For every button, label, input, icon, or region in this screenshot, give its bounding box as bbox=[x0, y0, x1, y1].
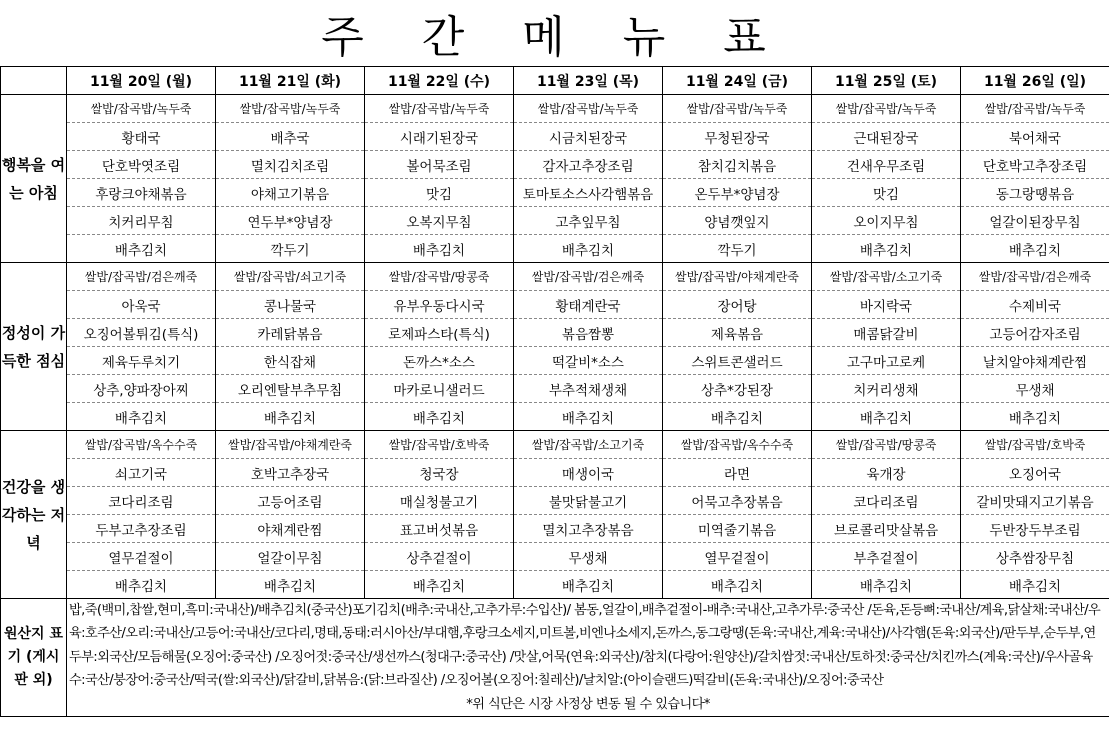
menu-item-breakfast-wed: 맛김 bbox=[365, 179, 514, 207]
menu-item-dinner-wed: 배추김치 bbox=[365, 571, 514, 599]
menu-item-breakfast-thu: 고추잎무침 bbox=[514, 207, 663, 235]
menu-item-dinner-sun: 배추김치 bbox=[961, 571, 1109, 599]
menu-item-lunch-wed: 마카로니샐러드 bbox=[365, 375, 514, 403]
menu-item-dinner-sat: 육개장 bbox=[812, 459, 961, 487]
menu-item-breakfast-mon: 황태국 bbox=[67, 123, 216, 151]
menu-item-breakfast-sat: 쌀밥/잡곡밥/녹두죽 bbox=[812, 95, 961, 123]
menu-item-lunch-sun: 날치알야채계란찜 bbox=[961, 347, 1109, 375]
menu-item-breakfast-tue: 쌀밥/잡곡밥/녹두죽 bbox=[216, 95, 365, 123]
menu-item-dinner-sat: 코다리조림 bbox=[812, 487, 961, 515]
menu-item-lunch-wed: 로제파스타(특식) bbox=[365, 319, 514, 347]
menu-item-breakfast-mon: 후랑크야채볶음 bbox=[67, 179, 216, 207]
menu-item-dinner-mon: 쌀밥/잡곡밥/옥수수죽 bbox=[67, 431, 216, 459]
menu-item-breakfast-sat: 근대된장국 bbox=[812, 123, 961, 151]
menu-item-lunch-wed: 쌀밥/잡곡밥/땅콩죽 bbox=[365, 263, 514, 291]
menu-row-lunch-6 bbox=[1, 403, 1109, 431]
menu-row-lunch-4 bbox=[1, 347, 1109, 375]
menu-row-dinner-3 bbox=[1, 487, 1109, 515]
menu-item-dinner-sun: 오징어국 bbox=[961, 459, 1109, 487]
menu-item-dinner-tue: 고등어조림 bbox=[216, 487, 365, 515]
origin-row bbox=[1, 599, 1109, 717]
menu-item-dinner-fri: 열무겉절이 bbox=[663, 543, 812, 571]
menu-item-dinner-wed: 표고버섯볶음 bbox=[365, 515, 514, 543]
day-header-sun: 11월 26일 (일) bbox=[961, 67, 1109, 95]
menu-item-lunch-fri: 상추*강된장 bbox=[663, 375, 812, 403]
menu-item-breakfast-fri: 양념깻잎지 bbox=[663, 207, 812, 235]
menu-item-lunch-mon: 쌀밥/잡곡밥/검은깨죽 bbox=[67, 263, 216, 291]
menu-item-breakfast-fri: 무청된장국 bbox=[663, 123, 812, 151]
menu-item-lunch-sun: 쌀밥/잡곡밥/검은깨죽 bbox=[961, 263, 1109, 291]
menu-row-lunch-5 bbox=[1, 375, 1109, 403]
menu-item-lunch-sat: 바지락국 bbox=[812, 291, 961, 319]
menu-row-dinner-5 bbox=[1, 543, 1109, 571]
menu-item-lunch-fri: 장어탕 bbox=[663, 291, 812, 319]
origin-label: 원산지 표기 (게시판 외) bbox=[1, 599, 67, 717]
menu-item-lunch-sat: 매콤닭갈비 bbox=[812, 319, 961, 347]
menu-row-lunch-1 bbox=[1, 263, 1109, 291]
menu-item-dinner-sun: 두반장두부조림 bbox=[961, 515, 1109, 543]
menu-item-dinner-mon: 두부고추장조림 bbox=[67, 515, 216, 543]
menu-item-breakfast-sun: 동그랑땡볶음 bbox=[961, 179, 1109, 207]
menu-row-breakfast-4 bbox=[1, 179, 1109, 207]
menu-item-dinner-sat: 브로콜리맛살볶음 bbox=[812, 515, 961, 543]
menu-item-breakfast-fri: 깍두기 bbox=[663, 235, 812, 263]
menu-item-lunch-tue: 쌀밥/잡곡밥/쇠고기죽 bbox=[216, 263, 365, 291]
menu-item-breakfast-wed: 쌀밥/잡곡밥/녹두죽 bbox=[365, 95, 514, 123]
menu-item-breakfast-sun: 배추김치 bbox=[961, 235, 1109, 263]
menu-item-breakfast-thu: 감자고추장조림 bbox=[514, 151, 663, 179]
menu-item-breakfast-sun: 단호박고추장조림 bbox=[961, 151, 1109, 179]
origin-info bbox=[67, 599, 1109, 717]
menu-item-lunch-thu: 떡갈비*소스 bbox=[514, 347, 663, 375]
menu-row-dinner-4 bbox=[1, 515, 1109, 543]
menu-item-breakfast-sun: 쌀밥/잡곡밥/녹두죽 bbox=[961, 95, 1109, 123]
menu-item-lunch-sun: 배추김치 bbox=[961, 403, 1109, 431]
menu-item-lunch-thu: 배추김치 bbox=[514, 403, 663, 431]
menu-item-lunch-fri: 배추김치 bbox=[663, 403, 812, 431]
menu-row-dinner-6 bbox=[1, 571, 1109, 599]
menu-item-dinner-thu: 불맛닭불고기 bbox=[514, 487, 663, 515]
corner-cell bbox=[1, 67, 67, 95]
menu-item-breakfast-tue: 야채고기볶음 bbox=[216, 179, 365, 207]
menu-item-lunch-wed: 유부우동다시국 bbox=[365, 291, 514, 319]
menu-item-dinner-sat: 부추겉절이 bbox=[812, 543, 961, 571]
menu-item-lunch-thu: 부추적채생채 bbox=[514, 375, 663, 403]
menu-item-lunch-wed: 배추김치 bbox=[365, 403, 514, 431]
day-header-mon: 11월 20일 (월) bbox=[67, 67, 216, 95]
header-row bbox=[1, 67, 1109, 95]
menu-item-dinner-mon: 쇠고기국 bbox=[67, 459, 216, 487]
menu-item-lunch-thu: 쌀밥/잡곡밥/검은깨죽 bbox=[514, 263, 663, 291]
day-header-tue: 11월 21일 (화) bbox=[216, 67, 365, 95]
menu-item-lunch-sat: 고구마고로케 bbox=[812, 347, 961, 375]
menu-item-lunch-sun: 고등어감자조림 bbox=[961, 319, 1109, 347]
menu-body bbox=[1, 95, 1109, 599]
menu-item-breakfast-mon: 쌀밥/잡곡밥/녹두죽 bbox=[67, 95, 216, 123]
menu-item-lunch-fri: 스위트콘샐러드 bbox=[663, 347, 812, 375]
menu-item-lunch-thu: 황태계란국 bbox=[514, 291, 663, 319]
menu-item-lunch-mon: 상추,양파장아찌 bbox=[67, 375, 216, 403]
menu-item-breakfast-wed: 오복지무침 bbox=[365, 207, 514, 235]
menu-item-lunch-sat: 치커리생채 bbox=[812, 375, 961, 403]
menu-item-breakfast-sat: 맛김 bbox=[812, 179, 961, 207]
menu-item-dinner-thu: 매생이국 bbox=[514, 459, 663, 487]
menu-item-breakfast-sat: 건새우무조림 bbox=[812, 151, 961, 179]
menu-row-breakfast-5 bbox=[1, 207, 1109, 235]
menu-item-dinner-tue: 야채계란찜 bbox=[216, 515, 365, 543]
menu-item-lunch-tue: 배추김치 bbox=[216, 403, 365, 431]
menu-item-breakfast-sun: 얼갈이된장무침 bbox=[961, 207, 1109, 235]
day-header-thu: 11월 23일 (목) bbox=[514, 67, 663, 95]
menu-item-lunch-sat: 배추김치 bbox=[812, 403, 961, 431]
menu-item-dinner-mon: 열무겉절이 bbox=[67, 543, 216, 571]
menu-item-dinner-wed: 매실청불고기 bbox=[365, 487, 514, 515]
menu-item-breakfast-tue: 연두부*양념장 bbox=[216, 207, 365, 235]
meal-label-lunch: 정성이 가득한 점심 bbox=[1, 263, 67, 431]
menu-item-dinner-mon: 배추김치 bbox=[67, 571, 216, 599]
menu-item-dinner-tue: 호박고추장국 bbox=[216, 459, 365, 487]
menu-item-breakfast-sat: 배추김치 bbox=[812, 235, 961, 263]
menu-item-lunch-tue: 카레닭볶음 bbox=[216, 319, 365, 347]
menu-item-dinner-wed: 쌀밥/잡곡밥/호박죽 bbox=[365, 431, 514, 459]
origin-text: 밥,죽(백미,찹쌀,현미,흑미:국내산)/배추김치(중국산)포기김치(배추:국내산,고추가루:수입산)/ 봄동,얼갈이,배추겉절이-배추:국내산,고추가루:중국산 /돈육,돈등뼈:국내산/계육,닭살채:국내산/우육:호주산/오리:국내산/고등어:국내산/코다리,명태,동태:러시아산/부대햄,후랑크소세지,미트볼,비엔나소세지,돈까스,동그랑땡(돈육:국내산,계육:국내산)/사각햄(돈육:외국산)/판두부,순두부,연두부:외국산/모듬해물(오징어:중국산) /오징어젓:중국산/생선까스(청대구:중국산) /맛살,어묵(연육:외국산)/참치(다랑어:원양산)/갈치쌈젓:국내산/토하젓:중국산/치킨까스(계육:국산)/우사골육수:국산/붕장어:중국산/떡국(쌀:외국산)/닭갈비,닭볶음:(닭:브라질산) /오징어볼(오징어:칠레산)/날치알:(아이슬랜드)떡갈비(돈육:국내산)/오징어:중국산 bbox=[69, 603, 1101, 689]
menu-item-lunch-thu: 볶음짬뽕 bbox=[514, 319, 663, 347]
weekly-menu-table bbox=[0, 66, 1109, 717]
menu-item-lunch-tue: 한식잡채 bbox=[216, 347, 365, 375]
menu-item-breakfast-sun: 북어채국 bbox=[961, 123, 1109, 151]
menu-item-breakfast-thu: 배추김치 bbox=[514, 235, 663, 263]
menu-item-dinner-thu: 쌀밥/잡곡밥/소고기죽 bbox=[514, 431, 663, 459]
menu-item-breakfast-mon: 단호박엿조림 bbox=[67, 151, 216, 179]
menu-item-lunch-mon: 아욱국 bbox=[67, 291, 216, 319]
menu-item-dinner-tue: 얼갈이무침 bbox=[216, 543, 365, 571]
menu-item-dinner-wed: 청국장 bbox=[365, 459, 514, 487]
day-header-wed: 11월 22일 (수) bbox=[365, 67, 514, 95]
menu-item-breakfast-wed: 배추김치 bbox=[365, 235, 514, 263]
menu-item-dinner-fri: 라면 bbox=[663, 459, 812, 487]
menu-item-breakfast-tue: 멸치김치조림 bbox=[216, 151, 365, 179]
menu-item-breakfast-wed: 볼어묵조림 bbox=[365, 151, 514, 179]
menu-item-dinner-fri: 미역줄기볶음 bbox=[663, 515, 812, 543]
menu-item-dinner-sun: 갈비맛돼지고기볶음 bbox=[961, 487, 1109, 515]
menu-item-breakfast-tue: 배추국 bbox=[216, 123, 365, 151]
menu-item-lunch-fri: 제육볶음 bbox=[663, 319, 812, 347]
menu-row-lunch-3 bbox=[1, 319, 1109, 347]
menu-item-breakfast-sat: 오이지무침 bbox=[812, 207, 961, 235]
menu-item-dinner-sat: 배추김치 bbox=[812, 571, 961, 599]
menu-item-lunch-tue: 오리엔탈부추무침 bbox=[216, 375, 365, 403]
page-title: 주 간 메 뉴 표 bbox=[321, 12, 788, 63]
menu-item-lunch-mon: 제육두루치기 bbox=[67, 347, 216, 375]
menu-item-dinner-fri: 쌀밥/잡곡밥/옥수수죽 bbox=[663, 431, 812, 459]
menu-change-note: *위 식단은 시장 사정상 변동 될 수 있습니다* bbox=[466, 696, 710, 712]
menu-item-breakfast-tue: 깍두기 bbox=[216, 235, 365, 263]
menu-item-lunch-tue: 콩나물국 bbox=[216, 291, 365, 319]
menu-item-dinner-tue: 배추김치 bbox=[216, 571, 365, 599]
menu-row-lunch-2 bbox=[1, 291, 1109, 319]
menu-item-dinner-fri: 배추김치 bbox=[663, 571, 812, 599]
menu-item-lunch-fri: 쌀밥/잡곡밥/야채계란죽 bbox=[663, 263, 812, 291]
day-header-sat: 11월 25일 (토) bbox=[812, 67, 961, 95]
menu-row-breakfast-2 bbox=[1, 123, 1109, 151]
menu-item-lunch-mon: 오징어볼튀김(특식) bbox=[67, 319, 216, 347]
day-header-fri: 11월 24일 (금) bbox=[663, 67, 812, 95]
meal-label-breakfast: 행복을 여는 아침 bbox=[1, 95, 67, 263]
menu-item-breakfast-fri: 온두부*양념장 bbox=[663, 179, 812, 207]
menu-item-dinner-wed: 상추겉절이 bbox=[365, 543, 514, 571]
menu-row-breakfast-1 bbox=[1, 95, 1109, 123]
menu-item-dinner-sun: 상추쌈장무침 bbox=[961, 543, 1109, 571]
menu-item-lunch-mon: 배추김치 bbox=[67, 403, 216, 431]
menu-item-breakfast-thu: 토마토소스사각햄볶음 bbox=[514, 179, 663, 207]
menu-item-dinner-thu: 무생채 bbox=[514, 543, 663, 571]
menu-row-dinner-2 bbox=[1, 459, 1109, 487]
menu-item-lunch-sun: 수제비국 bbox=[961, 291, 1109, 319]
menu-item-breakfast-fri: 쌀밥/잡곡밥/녹두죽 bbox=[663, 95, 812, 123]
meal-label-dinner: 건강을 생각하는 저녁 bbox=[1, 431, 67, 599]
menu-item-breakfast-thu: 쌀밥/잡곡밥/녹두죽 bbox=[514, 95, 663, 123]
menu-item-lunch-sun: 무생채 bbox=[961, 375, 1109, 403]
menu-item-breakfast-mon: 배추김치 bbox=[67, 235, 216, 263]
menu-item-dinner-sun: 쌀밥/잡곡밥/호박죽 bbox=[961, 431, 1109, 459]
menu-item-breakfast-mon: 치커리무침 bbox=[67, 207, 216, 235]
menu-item-lunch-wed: 돈까스*소스 bbox=[365, 347, 514, 375]
menu-row-dinner-1 bbox=[1, 431, 1109, 459]
menu-item-breakfast-thu: 시금치된장국 bbox=[514, 123, 663, 151]
menu-item-dinner-sat: 쌀밥/잡곡밥/땅콩죽 bbox=[812, 431, 961, 459]
menu-item-lunch-sat: 쌀밥/잡곡밥/소고기죽 bbox=[812, 263, 961, 291]
menu-item-breakfast-fri: 참치김치볶음 bbox=[663, 151, 812, 179]
menu-item-dinner-tue: 쌀밥/잡곡밥/야채계란죽 bbox=[216, 431, 365, 459]
menu-item-breakfast-wed: 시래기된장국 bbox=[365, 123, 514, 151]
menu-row-breakfast-3 bbox=[1, 151, 1109, 179]
menu-item-dinner-thu: 멸치고추장볶음 bbox=[514, 515, 663, 543]
menu-item-dinner-thu: 배추김치 bbox=[514, 571, 663, 599]
menu-item-dinner-fri: 어묵고추장볶음 bbox=[663, 487, 812, 515]
menu-row-breakfast-6 bbox=[1, 235, 1109, 263]
menu-item-dinner-mon: 코다리조림 bbox=[67, 487, 216, 515]
